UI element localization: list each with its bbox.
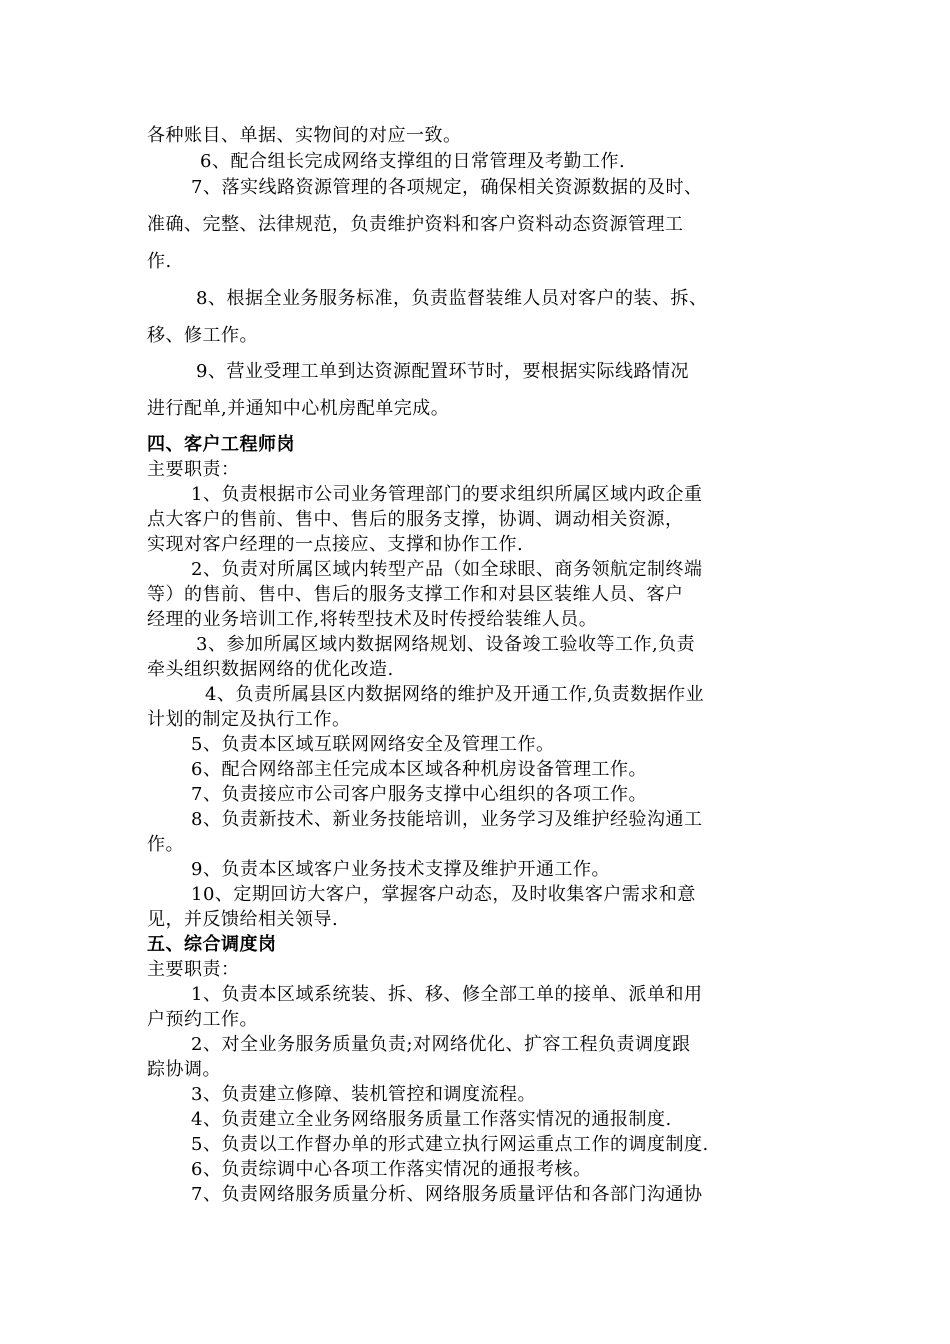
paragraph-line: 9、营业受理工单到达资源配置环节时，要根据实际线路情况: [196, 361, 689, 382]
paragraph-line: 计划的制定及执行工作。: [147, 709, 351, 730]
section-subtitle: 主要职责：: [147, 959, 240, 980]
paragraph-line: 7、负责接应市公司客户服务支撑中心组织的各项工作。: [191, 784, 647, 805]
paragraph-line: 3、参加所属区域内数据网络规划、设备竣工验收等工作,负责: [196, 634, 696, 655]
paragraph-line: 1、负责根据市公司业务管理部门的要求组织所属区域内政企重: [191, 484, 703, 505]
paragraph-line: 牵头组织数据网络的优化改造.: [147, 659, 394, 680]
paragraph-line: 准确、完整、法律规范，负责维护资料和客户资料动态资源管理工: [147, 214, 684, 235]
paragraph-line: 2、负责对所属区域内转型产品（如全球眼、商务领航定制终端: [191, 559, 703, 580]
paragraph-line: 踪协调。: [147, 1059, 221, 1080]
paragraph-line: 经理的业务培训工作,将转型技术及时传授给装维人员。: [147, 609, 598, 630]
paragraph-line: 5、负责本区域互联网网络安全及管理工作。: [191, 734, 555, 755]
paragraph-line: 等）的售前、售中、售后的服务支撑工作和对县区装维人员、客户: [147, 584, 684, 605]
section-subtitle: 主要职责：: [147, 459, 240, 480]
paragraph-line: 7、负责网络服务质量分析、网络服务质量评估和各部门沟通协: [191, 1184, 703, 1205]
paragraph-line: 3、负责建立修障、装机管控和调度流程。: [191, 1084, 536, 1105]
paragraph-line: 进行配单,并通知中心机房配单完成。: [147, 398, 450, 419]
paragraph-line: 实现对客户经理的一点接应、支撑和协作工作.: [147, 534, 524, 555]
paragraph-line: 1、负责本区域系统装、拆、移、修全部工单的接单、派单和用: [191, 984, 703, 1005]
paragraph-line: 9、负责本区域客户业务技术支撑及维护开通工作。: [191, 859, 610, 880]
paragraph-line: 6、负责综调中心各项工作落实情况的通报考核。: [191, 1159, 592, 1180]
paragraph-line: 2、对全业务服务质量负责;对网络优化、扩容工程负责调度跟: [191, 1034, 691, 1055]
paragraph-line: 6、配合网络部主任完成本区域各种机房设备管理工作。: [191, 759, 647, 780]
paragraph-line: 7、落实线路资源管理的各项规定，确保相关资源数据的及时、: [191, 177, 703, 198]
paragraph-line: 作。: [147, 834, 184, 855]
paragraph-line: 各种账目、单据、实物间的对应一致。: [147, 125, 462, 146]
section-heading: 四、客户工程师岗: [147, 434, 295, 455]
paragraph-line: 户预约工作。: [147, 1009, 258, 1030]
section-heading: 五、综合调度岗: [147, 934, 277, 955]
paragraph-line: 点大客户的售前、售中、售后的服务支撑，协调、调动相关资源，: [147, 509, 684, 530]
paragraph-line: 10、定期回访大客户，掌握客户动态，及时收集客户需求和意: [191, 884, 696, 905]
paragraph-line: 4、负责所属县区内数据网络的维护及开通工作,负责数据作业: [205, 684, 705, 705]
paragraph-line: 8、负责新技术、新业务技能培训，业务学习及维护经验沟通工: [191, 809, 703, 830]
paragraph-line: 5、负责以工作督办单的形式建立执行网运重点工作的调度制度.: [191, 1134, 709, 1155]
paragraph-line: 6、配合组长完成网络支撑组的日常管理及考勤工作.: [200, 151, 626, 172]
paragraph-line: 作.: [147, 251, 172, 272]
paragraph-line: 见，并反馈给相关领导.: [147, 909, 339, 930]
paragraph-line: 移、修工作。: [147, 325, 258, 346]
paragraph-line: 8、根据全业务服务标准，负责监督装维人员对客户的装、拆、: [196, 288, 708, 309]
paragraph-line: 4、负责建立全业务网络服务质量工作落实情况的通报制度.: [191, 1109, 672, 1130]
